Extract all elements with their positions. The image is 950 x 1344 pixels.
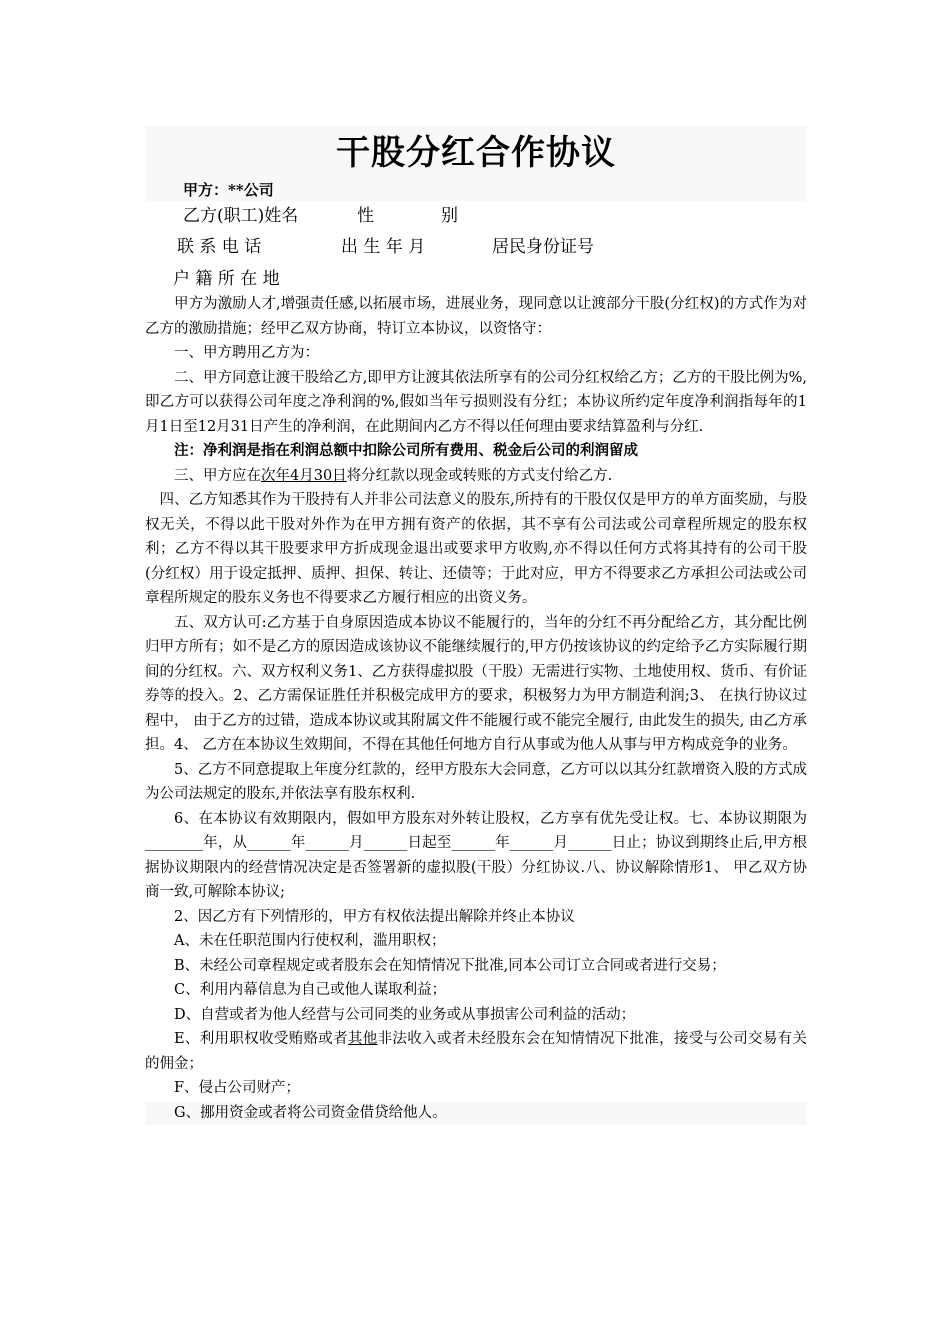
party-b-line bbox=[145, 201, 807, 232]
net-profit-note: 注：净利润是指在利润总额中扣除公司所有费用、税金后公司的利润留成 bbox=[174, 442, 638, 459]
id-number-label: 居民身份证号 bbox=[492, 237, 594, 257]
clause-1: 一、甲方聘用乙方为： bbox=[174, 345, 319, 361]
clause-3-text: 三、甲方应在 bbox=[174, 467, 261, 484]
household-line bbox=[145, 264, 807, 292]
item-a: A、未在任职范围内行使权利，滥用职权； bbox=[174, 933, 446, 949]
gender-label-1: 性 bbox=[357, 206, 374, 226]
termination-item-2: 2、因乙方有下列情形的，甲方有权依法提出解除并终止本协议 bbox=[174, 908, 575, 925]
clause-4: 四、乙方知悉其作为干股持有人并非公司法意义的股东,所持有的干股仅仅是甲方的单方面奖励，与股权无关，不得以此干股对外作为在甲方拥有资产的依据，其不享有公司法或公司章程所规定的股东权利；乙方不得以其干股要求甲方折成现金退出或要求甲方收购,亦不得以任何方式将其持有的公司干股(分红权）用于设定抵押、质押、担保、转让、还债等；于此对应，甲方不得要求乙方承担公司法或公司章程所规定的股东义务也不得要求乙方履行相应的出资义务。 bbox=[145, 492, 807, 606]
intro-paragraph: 甲方为激励人才,增强责任感,以拓展市场，进展业务，现同意以让渡部分干股(分红权)的方式作为对乙方的激励措施；经甲乙双方协商，特订立本协议，以资恪守： bbox=[145, 296, 807, 337]
item-d: D、自营或者为他人经营与公司同类的业务或从事损害公司利益的活动； bbox=[174, 1006, 636, 1023]
party-b-name-label: 乙方(职工)姓名 bbox=[183, 206, 299, 226]
item-e-text: E、利用职权收受贿赂或者 bbox=[174, 1031, 348, 1047]
item-f: F、侵占公司财产； bbox=[174, 1080, 301, 1096]
item-e-text-end: 非法收入或者未经股东会在知情情况下批准，接受与公司交易有关的佣金； bbox=[145, 1031, 807, 1072]
item-6: 6、在本协议有效期限内，假如甲方股东对外转让股权，乙方享有优先受让权。七、本协议期限为________年，从______年______月______日起至______年______月______日止；协议到期终止后,甲方根据协议期限内的经营情况决定是否签署新的虚拟股(干股）分红协议.八、协议解除情形1、 甲乙双方协商一致,可解除本协议; bbox=[145, 810, 807, 900]
item-e-underlined: 其他 bbox=[347, 1031, 378, 1047]
party-a-line: 甲方：**公司 bbox=[183, 181, 274, 199]
item-e bbox=[145, 1027, 807, 1076]
item-5: 5、乙方不同意提取上年度分红款的，经甲方股东大会同意，乙方可以以其分红款增资入股的方式成为公司法规定的股东,并依法享有股东权利. bbox=[145, 761, 807, 802]
clause-3-text-end: 将分红款以现金或转账的方式支付给乙方. bbox=[346, 467, 613, 484]
clause-5: 五、双方认可:乙方基于自身原因造成本协议不能履行的，当年的分红不再分配给乙方，其分配比例归甲方所有；如不是乙方的原因造成该协议不能继续履行的,甲方仍按该协议的约定给予乙方实际履行期间的分红权。六、双方权利义务1、乙方获得虚拟股（干股）无需进行实物、土地使用权、货币、有价证券等的投入。2、乙方需保证胜任并积极完成甲方的要求，积极努力为甲方制造利润;3、 在执行协议过程中， 由于乙方的过错，造成本协议或其附属文件不能履行或不能完全履行, 由此发生的损失, 由乙方承担。4、 乙方在本协议生效期间，不得在其他任何地方自行从事或为他人从事与甲方构成竞争的业务。 bbox=[145, 614, 807, 753]
phone-label: 联 系 电 话 bbox=[177, 237, 262, 257]
item-c: C、利用内幕信息为自己或他人谋取利益； bbox=[174, 982, 447, 998]
agreement-body bbox=[145, 292, 807, 1125]
payment-date: 次年4月30日 bbox=[261, 467, 347, 484]
clause-2: 二、甲方同意让渡干股给乙方,即甲方让渡其依法所享有的公司分红权给乙方；乙方的干股比例为%,即乙方可以获得公司年度之净利润的%,假如当年亏损则没有分红；本协议所约定年度净利润指每年的1月1日至12月31日产生的净利润，在此期间内乙方不得以任何理由要求结算盈利与分红. bbox=[145, 369, 807, 435]
document-title: 干股分红合作协议 bbox=[336, 133, 616, 173]
document-page bbox=[145, 125, 807, 1125]
gender-label-2: 别 bbox=[441, 206, 458, 226]
item-g: G、挪用资金或者将公司资金借贷给他人。 bbox=[145, 1101, 807, 1126]
header-block bbox=[145, 125, 807, 201]
contact-line bbox=[145, 232, 807, 264]
birth-label: 出 生 年 月 bbox=[341, 237, 426, 257]
household-label: 户 籍 所 在 地 bbox=[173, 269, 280, 289]
item-b: B、未经公司章程规定或者股东会在知情情况下批准,同本公司订立合同或者进行交易； bbox=[174, 957, 726, 974]
clause-3 bbox=[145, 464, 807, 489]
